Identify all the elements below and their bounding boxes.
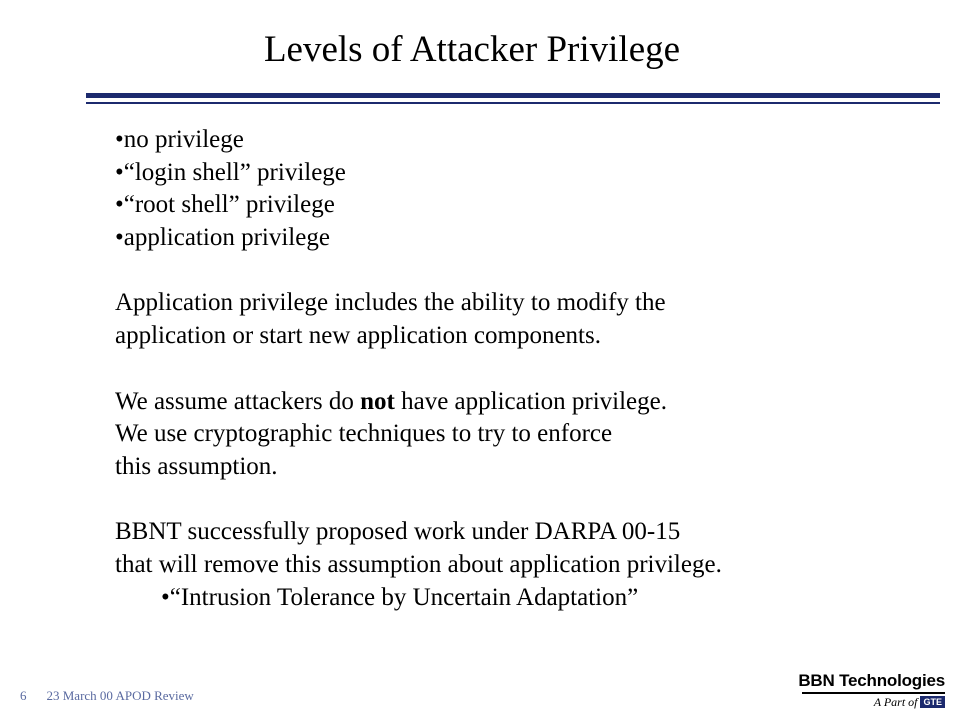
logo-tagline-text: A Part of (873, 695, 918, 709)
logo-underline (802, 692, 945, 694)
footer-text: 23 March 00 APOD Review (46, 688, 194, 703)
bullet-item: •“login shell” privilege (115, 158, 346, 186)
logo-name: BBN Technologies (798, 671, 945, 690)
paragraph-line: Application privilege includes the ability to modify the (115, 289, 666, 317)
paragraph-line (115, 386, 915, 419)
paragraph-line: this assumption. (115, 452, 278, 480)
slide-body (115, 124, 915, 614)
slide-title: Levels of Attacker Privilege (263, 29, 681, 70)
bullet-item: •“root shell” privilege (115, 191, 335, 219)
emphasis-not: not (360, 387, 395, 415)
slide-footer (20, 688, 194, 704)
paragraph-line: application or start new application components. (115, 322, 601, 350)
bullet-item: •no privilege (115, 126, 244, 153)
sub-bullet-item: •“Intrusion Tolerance by Uncertain Adaptation” (161, 583, 639, 611)
paragraph-line: that will remove this assumption about application privilege. (115, 550, 722, 578)
title-rule-thin (86, 102, 940, 104)
title-rule-thick (86, 93, 940, 98)
bbn-logo (800, 671, 948, 711)
text-span: have application privilege. (394, 387, 667, 415)
bullet-item: •application privilege (115, 224, 330, 252)
logo-tagline (874, 695, 945, 710)
paragraph-line: BBNT successfully proposed work under DARPA 00-15 (115, 518, 681, 546)
text-span: We assume attackers do (115, 387, 361, 415)
paragraph-line: We use cryptographic techniques to try to enforce (115, 420, 613, 448)
page-number: 6 (20, 688, 27, 703)
gte-logo: GTE (920, 696, 945, 708)
